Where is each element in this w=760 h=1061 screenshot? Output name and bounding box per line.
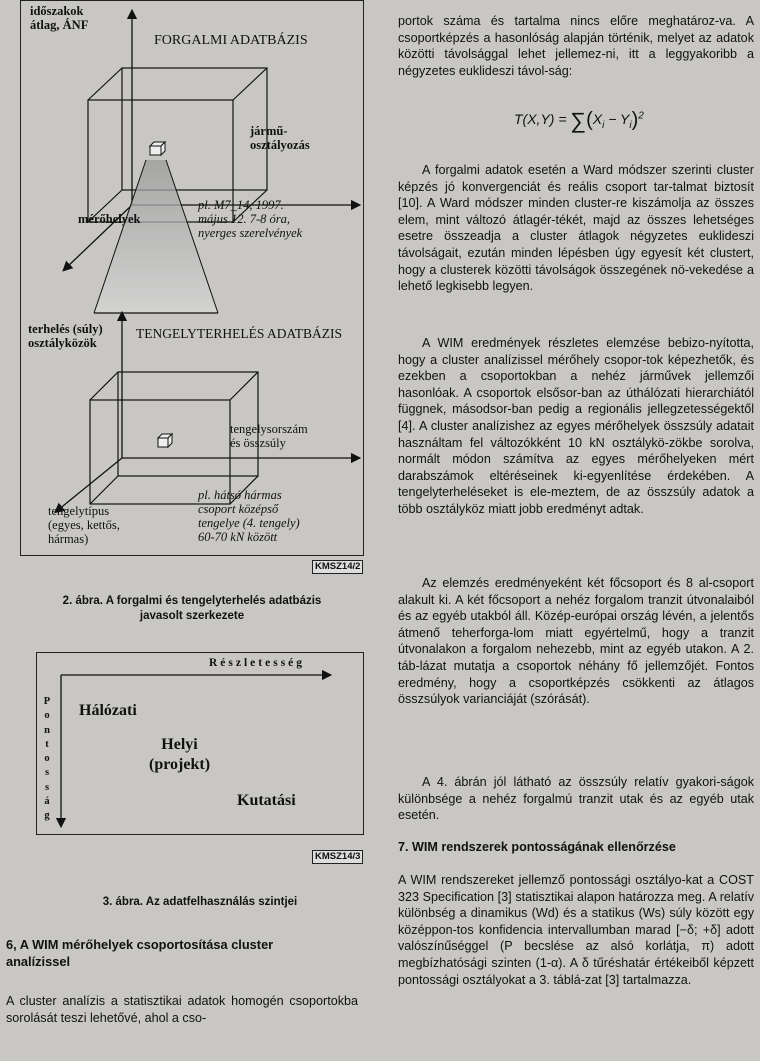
figure-3-y-axis-label xyxy=(41,695,53,824)
lower-cell xyxy=(158,434,172,447)
paragraph-continuation: portok száma és tartalma nincs előre meghatároz-va. A csoportképzés a hasonlóság alapján történik, melyet az adatok közötti távolsággal lehet jellemez-ni, itt a leggyakoribb a négyzetes euklideszi távol-ság: xyxy=(398,14,754,78)
y-axis-letter: P xyxy=(43,696,51,707)
level-research: Kutatási xyxy=(237,792,296,809)
figure-3-caption: 3. ábra. Az adatfelhasználás szintjei xyxy=(102,896,298,908)
figure-2-tag: KMSZ14/2 xyxy=(312,560,363,574)
level-network: Hálózati xyxy=(79,702,137,719)
figure-2 xyxy=(20,0,364,572)
section-6-paragraph: A cluster analízis a statisztikai adatok homogén csoportokba sorolását teszi lehetővé, ahol a cso- xyxy=(6,994,358,1025)
y-axis-letter: g xyxy=(44,810,50,822)
y-axis-letter: s xyxy=(44,781,50,793)
figure-3-tag: KMSZ14/3 xyxy=(312,850,363,864)
label-axle-example: pl. hátsó hármas csoport középső tengelye (4. tengely) 60-70 kN között xyxy=(198,488,300,544)
y-axis-letter: o xyxy=(44,753,50,765)
label-axle-db: TENGELYTERHELÉS ADATBÁZIS xyxy=(136,326,343,341)
label-vehicle-class: jármű- osztályozás xyxy=(250,124,310,152)
y-axis-letter: á xyxy=(44,796,50,808)
paragraph-groups: Az elemzés eredményeként két főcsoport és 8 al-csoport alakult ki. A két főcsoport a nehéz forgalom tranzit útvonalaiból és az egyéb utakból áll. Közép-európai ország lévén, a jelentős átmenő teherforga-lom miatt egyértelmű, hogy a tranzit útvonalakon a forgalom nehezebb, mint az egyéb utakon. A 2. táb-lázat mutatja a csoportok néhány fő jellemzőjét. Fontos eredmény, hogy a csoportképzés csökkenti az átlagos összsúlyok varianciáját (szórását). xyxy=(398,576,754,707)
sum-symbol: ∑ xyxy=(570,108,587,133)
label-traffic-db: FORGALMI ADATBÁZIS xyxy=(154,33,308,48)
y-axis-letter: n xyxy=(44,724,50,736)
section-6-heading: 6, A WIM mérőhelyek csoportosítása cluster analízissel xyxy=(6,937,274,969)
label-periods: időszakok átlag, ÁNF xyxy=(30,4,89,32)
y-axis-letter: s xyxy=(44,767,50,779)
y-axis-letter: o xyxy=(44,710,50,722)
paragraph-figure4: A 4. ábrán jól látható az összsúly relatív gyakori-ságok különbsége a nehéz forgalmú tranzit utak és az egyéb utak esetén. xyxy=(398,775,754,823)
figure-2-caption: 2. ábra. A forgalmi és tengelyterhelés adatbázis javasolt szerkezete xyxy=(62,595,322,622)
label-load-class: terhelés (súly) osztályközök xyxy=(28,322,103,350)
figure-2-diagram xyxy=(20,0,364,560)
label-sites: mérőhelyek xyxy=(78,212,141,226)
level-local: Helyi (projekt) xyxy=(149,736,211,773)
y-axis-letter: t xyxy=(45,738,49,750)
paragraph-wim-results: A WIM eredmények részletes elemzése bebizo-nyította, hogy a cluster analízissel mérőhely csopor-tok képezhetők, és ezekben a csoportokban a nehéz járművek jellemzői hasonlóak. A csoportok elsősor-ban az úthálózati hierarchiától függnek, másodsor-ban pedig a regionális jellegzetességektől [4]. A cluster analízishez az egyes mérőhelyek összsúly adatait használtam fel változókként 10 kN osztálykö-zökbe sorolva, normált módon számítva az egyes mérőhelyeken mért darabszámok eltéréseinek ki-egyenlítése érdekében. A tengelyterheléseket is ele-meztem, de az összsúly adatok a több osztályköz miatt jobb eredményt adtak. xyxy=(398,336,754,516)
figure-3 xyxy=(36,652,364,835)
figure-3-x-axis-label: Részletesség xyxy=(209,657,306,669)
label-axle-count: tengelysorszám és összsúly xyxy=(230,422,308,450)
paragraph-ward: A forgalmi adatok esetén a Ward módszer szerinti cluster képzés jó konvergenciát és reális csoport tar-talmat biztosít [10]. A Ward módszer minden cluster-re kiszámolja az összes elem, mint változó átlagér-tékét, majd az összes lehetséges esetre összeadja a cluster átlagok négyzetes euklideszi távolságait, ezután minden lépésben úgy egyesít két clustert, hogy a clusterek közötti távolságok összegének nö-vekedése a lehető legkisebb legyen. xyxy=(398,163,754,294)
paragraph-accuracy: A WIM rendszereket jellemző pontossági osztályo-kat a COST 323 Specification [3] statisztikai alapon határozza meg. A relatív különbség a dinamikus (Wd) és a statikus (Ws) súly között egy középpon-tos konfidencia intervallumban marad [−δ; +δ] adott valószínűséggel (P becslése az alsó korlátja, π) adott megbízhatósági szinten (1-α). A δ tűréshatár értékeiből képzett pontossági osztályokat a 3. táblá-zat [3] tartalmazza. xyxy=(398,873,754,987)
label-traffic-example: pl. M7_14, 1997. május 12. 7-8 óra, nyerges szerelvények xyxy=(198,198,303,240)
upper-cell xyxy=(150,142,165,155)
distance-formula: $T(X,Y) = \sum(X_i - Y_i)^2$ xyxy=(514,108,644,133)
formula-lhs: T(X,Y) = xyxy=(514,111,571,127)
label-axle-type: tengelytípus (egyes, kettős, hármas) xyxy=(48,504,120,546)
section-7-heading: 7. WIM rendszerek pontosságának ellenőrzése xyxy=(398,840,676,854)
